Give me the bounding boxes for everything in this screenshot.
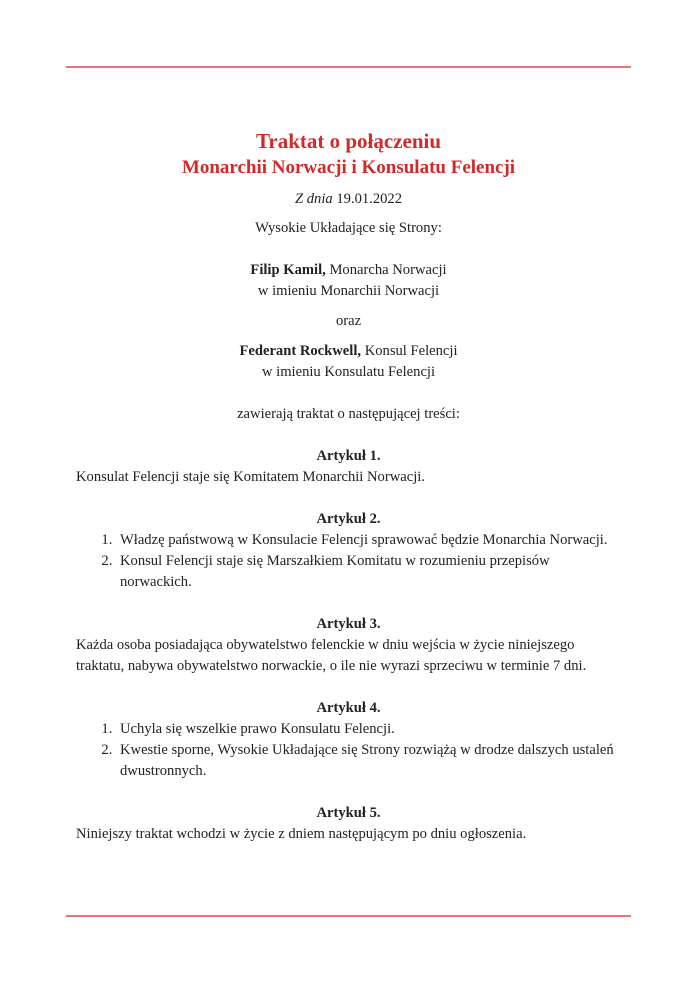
party-2-name: Federant Rockwell, <box>239 343 362 359</box>
article-heading: Artykuł 5. <box>316 805 381 821</box>
article-heading: Artykuł 4. <box>316 700 381 716</box>
article-heading: Artykuł 1. <box>316 448 381 464</box>
party-1-on-behalf: w imieniu Monarchii Norwacji <box>257 283 440 299</box>
party-2 <box>76 341 621 383</box>
parties-intro: Wysokie Układające się Strony: <box>255 220 442 236</box>
preamble-end: zawierają traktat o następującej treści: <box>237 406 460 422</box>
article-text: Konsulat Felencji staje się Komitatem Monarchii Norwacji. <box>76 469 425 485</box>
article-list <box>76 530 621 593</box>
article-2 <box>76 509 621 593</box>
list-item: 1. Władzę państwową w Konsulacie Felencji sprawować będzie Monarchia Norwacji. <box>116 530 621 551</box>
article-5 <box>76 803 621 845</box>
article-heading: Artykuł 2. <box>316 511 381 527</box>
party-1 <box>76 260 621 302</box>
article-text: Każda osoba posiadająca obywatelstwo felenckie w dniu wejścia w życie niniejszego traktatu, nabywa obywatelstwo norwackie, o ile nie wyrazi sprzeciwu w terminie 7 dni. <box>76 637 587 674</box>
list-item: 1. Uchyla się wszelkie prawo Konsulatu Felencji. <box>116 719 621 740</box>
party-2-role: Konsul Felencji <box>361 343 458 359</box>
article-1 <box>76 446 621 488</box>
article-3 <box>76 614 621 677</box>
article-text: Niniejszy traktat wchodzi w życie z dniem następującym po dniu ogłoszenia. <box>76 826 527 842</box>
party-2-on-behalf: w imieniu Konsulatu Felencji <box>261 364 436 380</box>
footer-rule <box>66 915 631 917</box>
document-date <box>76 189 621 210</box>
article-4 <box>76 698 621 782</box>
party-1-role: Monarcha Norwacji <box>325 262 447 278</box>
list-item: 2. Kwestie sporne, Wysokie Układające się Strony rozwiążą w drodze dalszych ustaleń dwustronnych. <box>116 740 621 782</box>
article-list <box>76 719 621 782</box>
conjunction: oraz <box>335 313 362 329</box>
date-prefix: Z dnia <box>294 191 333 207</box>
header-rule <box>66 66 631 68</box>
document-body <box>76 128 621 845</box>
date-value: 19.01.2022 <box>336 191 403 207</box>
party-1-name: Filip Kamil, <box>250 262 326 278</box>
list-item: 2. Konsul Felencji staje się Marszałkiem Komitatu w rozumieniu przepisów norwackich. <box>116 551 621 593</box>
title-line-2: Monarchii Norwacji i Konsulatu Felencji <box>181 157 516 178</box>
article-heading: Artykuł 3. <box>316 616 381 632</box>
title-line-1: Traktat o połączeniu <box>255 129 442 153</box>
